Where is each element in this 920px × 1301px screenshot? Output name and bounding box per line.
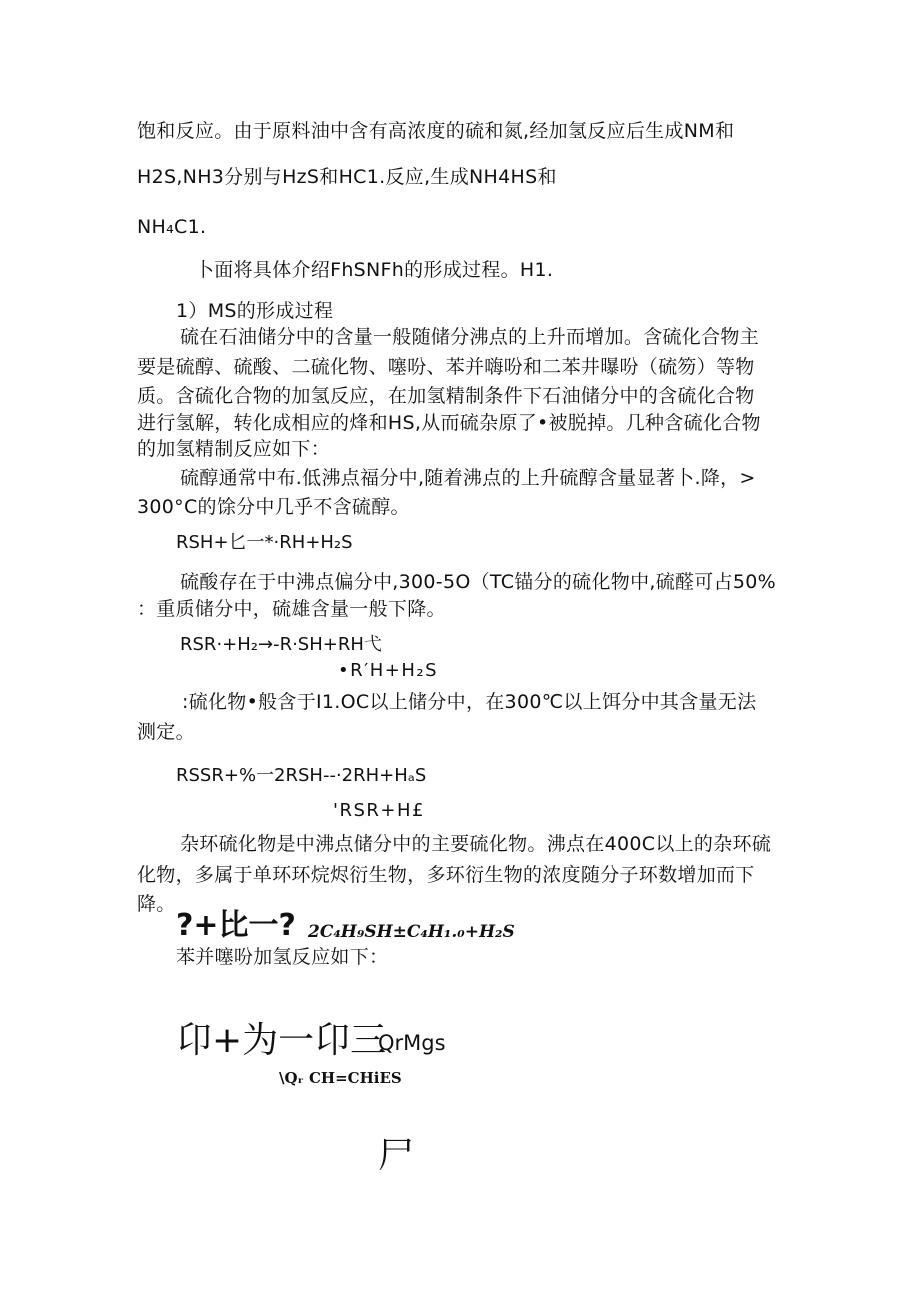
paragraph-line: :硫化物•般含于I1.OC以上储分中，在300℃以上饵分中其含量无法: [182, 691, 757, 713]
paragraph-line: 降。: [137, 893, 176, 915]
paragraph-line: ：重质储分中，硫雄含量一般下降。: [137, 598, 446, 620]
paragraph-line: 杂环硫化物是中沸点储分中的主要硫化物。沸点在400C以上的杂环硫: [180, 833, 772, 855]
section-heading: 1）MS的形成过程: [176, 300, 334, 322]
equation: QrMgs: [378, 1031, 446, 1055]
equation: 卬+为一卬三: [176, 1020, 387, 1061]
equation: ?+比一?: [176, 908, 296, 943]
paragraph-line: 苯并噻吩加氢反应如下：: [176, 946, 389, 968]
paragraph-line: 硫在石油储分中的含量一般随储分沸点的上升而增加。含硫化合物主: [180, 326, 760, 348]
paragraph-line: 进行氢解，转化成相应的烽和HS,从而硫杂原了•被脱掉。几种含硫化合物: [137, 412, 761, 434]
text-line: 饱和反应。由于原料油中含有高浓度的硫和氮,经加氢反应后生成NM和: [137, 120, 735, 142]
equation-fragment: 尸: [378, 1135, 415, 1176]
equation: \Qᵣ CH=CHiES: [279, 1069, 402, 1087]
paragraph-line: 质。含硫化合物的加氢反应，在加氢精制条件下石油储分中的含硫化合物: [137, 385, 755, 407]
paragraph-line: 的加氢精制反应如下：: [137, 438, 331, 460]
equation: RSH+匕一*·RH+H₂S: [176, 532, 353, 553]
equation: RSR·+H₂→-R·SH+RH弋: [180, 634, 382, 655]
equation: RSSR+%一2RSH--·2RH+HₐS: [176, 765, 427, 786]
equation: •R′H+H₂S: [338, 660, 439, 681]
paragraph-line: 测定。: [137, 721, 195, 743]
paragraph-line: 硫醇通常中布.低沸点福分中,随着沸点的上升硫醇含量显著卜.降，>: [180, 467, 756, 489]
paragraph-line: 化物，多属于单环环烷烬衍生物，多环衍生物的浓度随分子环数增加而下: [137, 864, 755, 886]
equation: 2C₄H₉SH±C₄H₁.₀+H₂S: [308, 922, 515, 942]
paragraph-line: 300°C的馀分中几乎不含硫醇。: [137, 496, 410, 518]
text-line: H2S,NH3分别与HzS和HC1.反应,生成NH4HS和: [137, 166, 557, 188]
text-line: NH₄C1.: [137, 216, 207, 238]
text-line: 卜面将具体介绍FhSNFh的形成过程。H1.: [195, 259, 554, 281]
paragraph-line: 要是硫醇、硫酸、二硫化物、噻吩、苯并嗨吩和二苯井曝吩（硫笏）等物: [137, 356, 755, 378]
paragraph-line: 硫酸存在于中沸点偏分中,300-5O（TC锚分的硫化物中,硫醛可占50%: [180, 571, 777, 593]
equation: 'RSR+H£: [333, 800, 425, 821]
